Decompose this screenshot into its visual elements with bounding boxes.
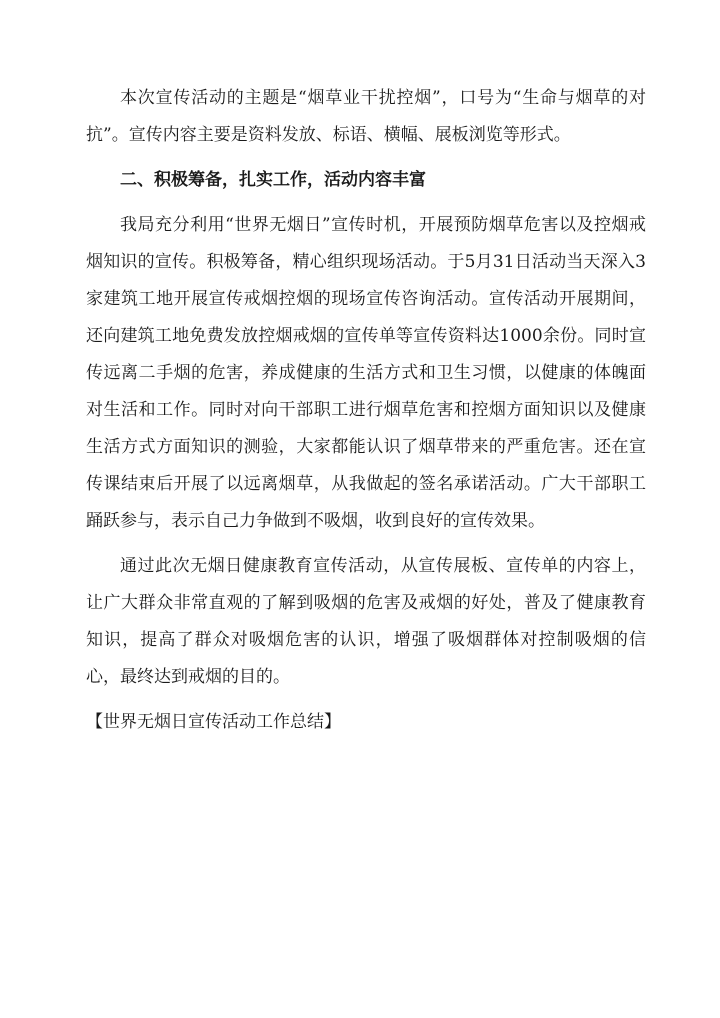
paragraph-theme: 本次宣传活动的主题是“烟草业干扰控烟”，口号为“生命与烟草的对抗”。宣传内容主要是资料发放、标语、横幅、展板浏览等形式。 (86, 88, 646, 145)
document-body (86, 80, 646, 741)
section-heading: 二、积极筹备，扎实工作，活动内容丰富 (120, 170, 426, 190)
paragraph-activities: 我局充分利用“世界无烟日”宣传时机，开展预防烟草危害以及控烟戒烟知识的宣传。积极筹备，精心组织现场活动。于5月31日活动当天深入3家建筑工地开展宣传戒烟控烟的现场宣传咨询活动。宣传活动开展期间，还向建筑工地免费发放控烟戒烟的宣传单等宣传资料达1000余份。同时宣传远离二手烟的危害，养成健康的生活方式和卫生习惯，以健康的体魄面对生活和工作。同时对向干部职工进行烟草危害和控烟方面知识以及健康生活方式方面知识的测验，大家都能认识了烟草带来的严重危害。还在宣传课结束后开展了以远离烟草，从我做起的签名承诺活动。广大干部职工踊跃参与，表示自己力争做到不吸烟，收到良好的宣传效果。 (86, 215, 646, 531)
closing-title: 【世界无烟日宣传活动工作总结】 (86, 712, 341, 732)
paragraph-conclusion: 通过此次无烟日健康教育宣传活动，从宣传展板、宣传单的内容上，让广大群众非常直观的了解到吸烟的危害及戒烟的好处，普及了健康教育知识，提高了群众对吸烟危害的认识，增强了吸烟群体对控制吸烟的信心，最终达到戒烟的目的。 (86, 556, 646, 687)
